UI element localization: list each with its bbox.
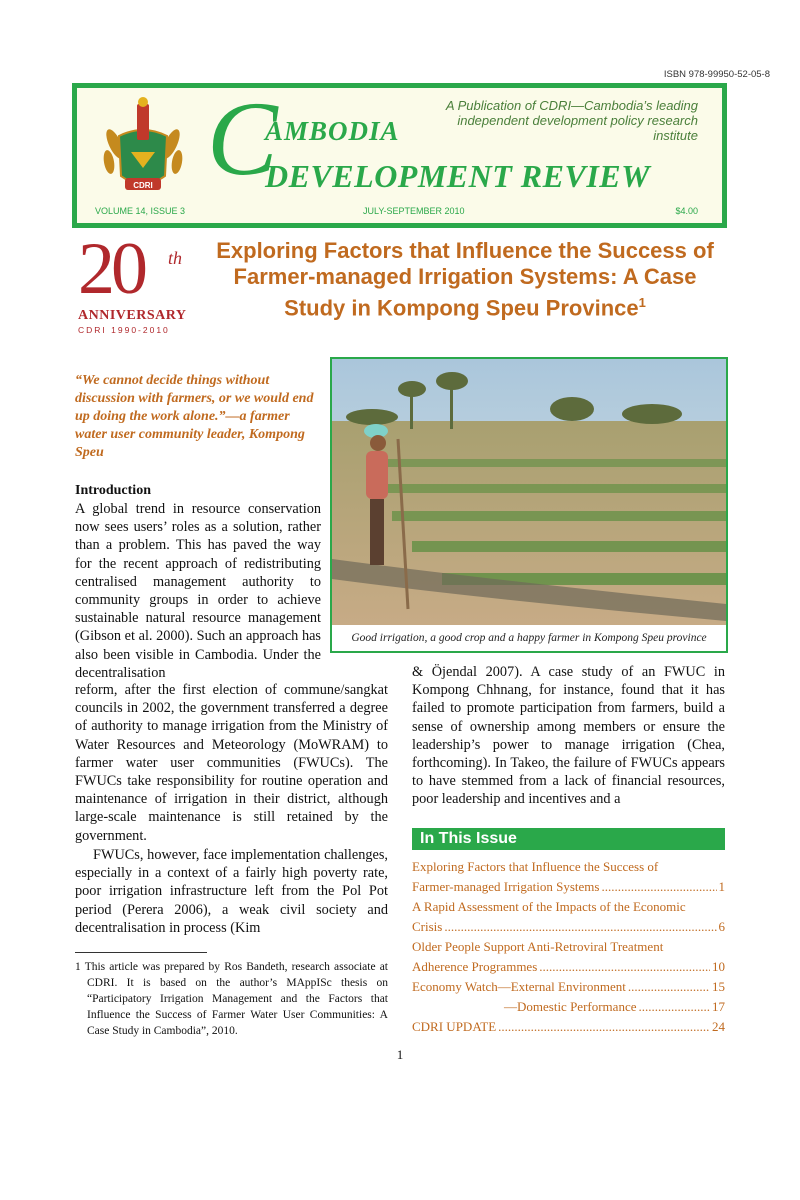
- headline-footnote-mark: 1: [638, 295, 646, 310]
- pull-quote: “We cannot decide things without discussion with farmers, or we would end up doing the work alone.”—a farmer water user community leader, Kompong Speu: [75, 373, 314, 460]
- toc-item-page: 17: [712, 999, 725, 1014]
- section-heading-introduction: Introduction: [75, 483, 151, 498]
- body-paragraph-2: FWUCs, however, face implementation challenges, especially in a context of a fairly high poverty rate, poor irrigation infrastructure left from the Pol Pot period (Perera 2006), a weak civil society and decentralisation in process (Kim: [75, 847, 388, 936]
- issue-date: JULY-SEPTEMBER 2010: [363, 206, 465, 216]
- toc-item-title: —Domestic Performance: [504, 999, 637, 1014]
- title-line-2: DEVELOPMENT REVIEW: [265, 158, 651, 194]
- toc-item[interactable]: [412, 857, 725, 897]
- price: $4.00: [675, 206, 698, 216]
- in-this-issue-list: [412, 857, 725, 1037]
- toc-item-title: A Rapid Assessment of the Impacts of the Economic: [412, 899, 686, 914]
- toc-item[interactable]: [412, 1017, 725, 1037]
- in-this-issue-heading: In This Issue: [412, 828, 725, 850]
- footnote: 1 This article was prepared by Ros Bandeth, research associate at CDRI. It is based on the author’s MAppISc thesis on “Participatory Irrigation Management and the Factors that Influence the Success of Farmer Water User Communities: A Case Study in Cambodia”, 2010.: [75, 961, 388, 1037]
- page-number: 1: [396, 1047, 404, 1062]
- toc-item-title-cont: Adherence Programmes: [412, 959, 538, 974]
- toc-item-title-cont: Farmer-managed Irrigation Systems: [412, 879, 600, 894]
- isbn: ISBN 978-99950-52-05-8: [663, 69, 770, 80]
- toc-item-title: Economy Watch—External Environment: [412, 979, 626, 994]
- anniversary-number: 20: [78, 228, 144, 310]
- toc-item-title: Older People Support Anti-Retroviral Treatment: [412, 939, 664, 954]
- toc-item[interactable]: [412, 977, 725, 997]
- publication-note: A Publication of CDRI—Cambodia’s leading independent development policy research institute: [445, 98, 698, 143]
- toc-item-title: Exploring Factors that Influence the Success of: [412, 859, 659, 874]
- toc-item-page: 10: [712, 959, 725, 974]
- toc-item[interactable]: [412, 897, 725, 937]
- toc-item-title-cont: Crisis: [412, 919, 443, 934]
- svg-text:CDRI: CDRI: [133, 181, 153, 190]
- footnote-rule: [75, 952, 207, 953]
- toc-item-page: 6: [718, 919, 725, 934]
- title-line-1: AMBODIA: [265, 116, 400, 146]
- cdri-logo: [95, 96, 191, 200]
- article-photo: [330, 357, 728, 653]
- body-paragraph-1a: A global trend in resource conservation now sees users’ roles as a solution, rather than a problem. This has paved the way for the recent approach of redistributing centralised management authority to community groups in order to achieve sustainable natural resource management (Gibson et al. 2000). Such an approach has also been visible in Cambodia. Under the decentralisation: [75, 501, 321, 681]
- toc-item-page: 1: [718, 879, 725, 894]
- toc-item-page: 24: [712, 1019, 725, 1034]
- anniversary-suffix: th: [168, 248, 183, 268]
- photo-caption: Good irrigation, a good crop and a happy farmer in Kompong Speu province: [332, 625, 726, 651]
- headline-text: Exploring Factors that Influence the Success of Farmer-managed Irrigation Systems: A Case Study in Kompong Speu Province: [216, 238, 714, 321]
- toc-item-page: 15: [712, 979, 725, 994]
- body-paragraph-right-column: & Öjendal 2007). A case study of an FWUC in Kompong Chhnang, for instance, found that it has failed to promote participation from farmers, build a sense of ownership among members or ensure the leadership’s power to manage irrigation (Chea, forthcoming). In Takeo, the failure of FWUCs appears to have stemmed from a lack of financial resources, poor leadership and incentives and a: [412, 664, 725, 808]
- anniversary-sub: CDRI 1990-2010: [78, 325, 170, 335]
- anniversary-label: ANNIVERSARY: [78, 308, 187, 323]
- article-headline: [205, 238, 725, 321]
- volume-issue: VOLUME 14, ISSUE 3: [95, 206, 186, 216]
- title-initial: C: [207, 80, 278, 197]
- toc-item[interactable]: [412, 997, 725, 1017]
- toc-item-title: CDRI UPDATE: [412, 1019, 497, 1034]
- masthead: [72, 80, 727, 228]
- toc-item[interactable]: [412, 937, 725, 977]
- anniversary-badge: [78, 228, 198, 340]
- body-paragraph-1b: reform, after the first election of commune/sangkat councils in 2002, the government transferred a degree of authority to manage irrigation from the Ministry of Water Resources and Meteorology (MoWRAM) to farmer water user communities (FWUCs). The FWUCs take responsibility for routine operation and maintenance of irrigation in their district, although large-scale maintenance is still retained by the government.: [75, 682, 388, 844]
